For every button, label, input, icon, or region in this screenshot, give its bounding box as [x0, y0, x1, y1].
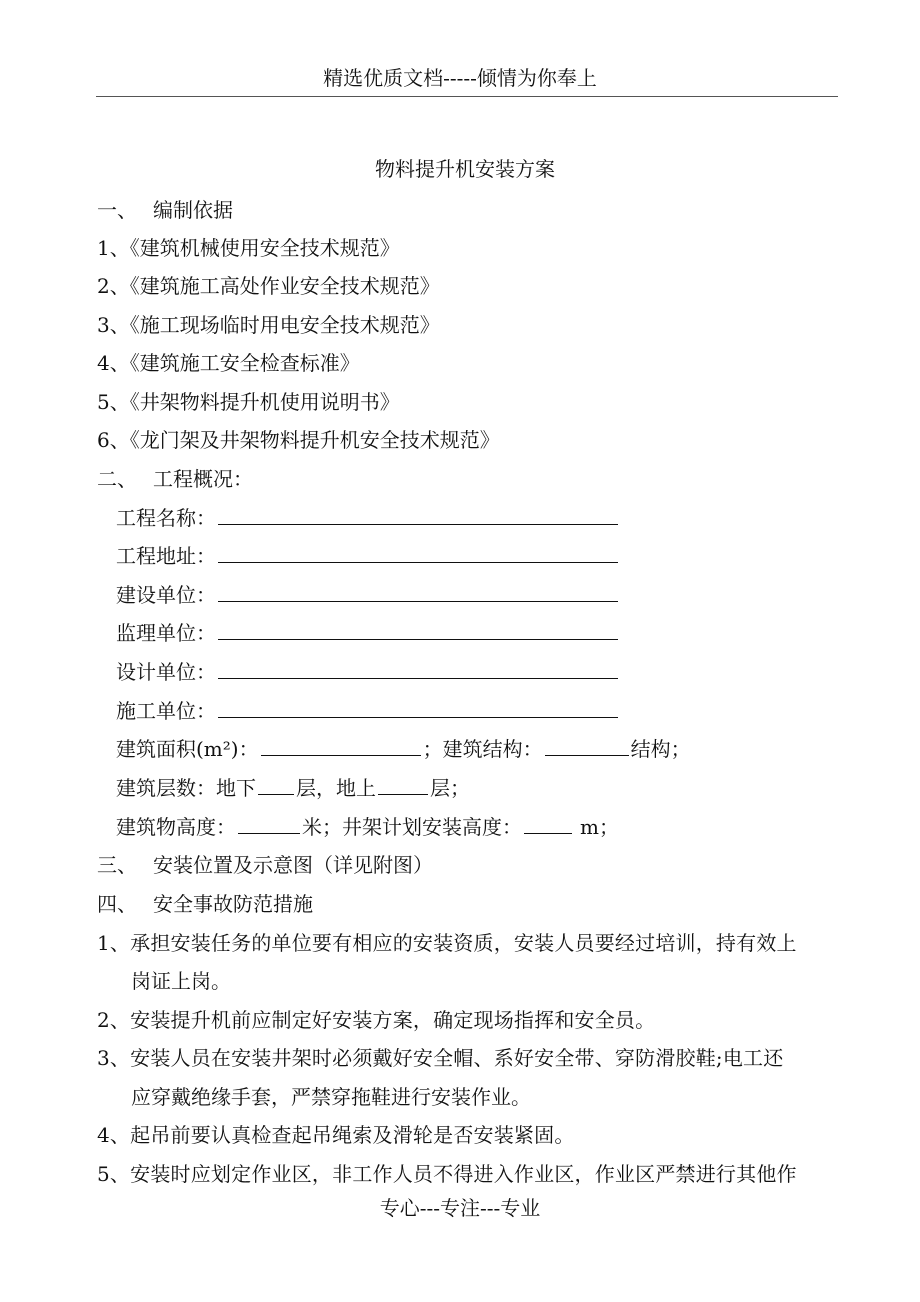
section-title: 安全事故防范措施 — [153, 892, 313, 916]
field-label: 建设单位： — [116, 583, 216, 607]
project-address-row — [116, 542, 620, 570]
floors-suffix: 层； — [430, 776, 470, 800]
document-title: 物料提升机安装方案 — [375, 157, 555, 181]
building-floors-row — [116, 774, 470, 802]
measure-item-line: 4、起吊前要认真检查起吊绳索及滑轮是否安装紧固。 — [97, 1123, 575, 1147]
project-name-blank[interactable] — [218, 504, 618, 525]
measure-item-continuation: 岗证上岗。 — [131, 969, 231, 993]
section-1-heading — [97, 196, 233, 224]
field-label: 设计单位： — [116, 660, 216, 684]
floors-label: 建筑层数：地下 — [116, 776, 256, 800]
section-title: 安装位置及示意图（详见附图） — [153, 853, 433, 877]
hoist-height-blank[interactable] — [524, 813, 572, 834]
construction-unit-row — [116, 581, 620, 609]
floors-mid: 层，地上 — [296, 776, 376, 800]
page-footer: 专心---专注---专业 — [379, 1196, 541, 1220]
area-blank[interactable] — [261, 735, 421, 756]
structure-blank[interactable] — [545, 735, 629, 756]
reference-item: 1、《建筑机械使用安全技术规范》 — [97, 236, 400, 260]
section-number: 一、 — [97, 198, 137, 222]
section-number: 三、 — [97, 853, 137, 877]
measure-item-line: 2、安装提升机前应制定好安装方案，确定现场指挥和安全员。 — [97, 1008, 656, 1032]
header-divider — [96, 96, 838, 97]
field-label: 施工单位： — [116, 699, 216, 723]
contractor-unit-row — [116, 697, 620, 725]
structure-suffix: 结构； — [630, 737, 691, 761]
measure-item-line: 3、安装人员在安装井架时必须戴好安全帽、系好安全带、穿防滑胶鞋;电工还 — [97, 1046, 784, 1070]
project-address-blank[interactable] — [218, 542, 618, 563]
height-mid: 米；井架计划安装高度： — [302, 815, 522, 839]
measure-item-line: 5、安装时应划定作业区，非工作人员不得进入作业区，作业区严禁进行其他作 — [97, 1162, 797, 1186]
building-height-blank[interactable] — [238, 813, 300, 834]
reference-item: 4、《建筑施工安全检查标准》 — [97, 351, 360, 375]
measure-item-continuation: 应穿戴绝缘手套，严禁穿拖鞋进行安装作业。 — [131, 1085, 531, 1109]
field-label: 工程名称： — [116, 506, 216, 530]
page-header: 精选优质文档-----倾情为你奉上 — [323, 66, 597, 90]
contractor-unit-blank[interactable] — [218, 697, 618, 718]
underground-floors-blank[interactable] — [258, 774, 294, 795]
section-title: 编制依据 — [153, 198, 233, 222]
section-number: 四、 — [97, 892, 137, 916]
reference-item: 6、《龙门架及井架物料提升机安全技术规范》 — [97, 428, 500, 452]
section-3-heading — [97, 851, 433, 879]
building-area-row — [116, 735, 691, 763]
design-unit-row — [116, 658, 620, 686]
height-label: 建筑物高度： — [116, 815, 236, 839]
reference-item: 5、《井架物料提升机使用说明书》 — [97, 390, 400, 414]
height-suffix: m； — [580, 815, 619, 839]
field-label: 工程地址： — [116, 544, 216, 568]
structure-label: ；建筑结构： — [422, 737, 543, 761]
field-label: 监理单位： — [116, 621, 216, 645]
reference-item: 2、《建筑施工高处作业安全技术规范》 — [97, 274, 440, 298]
area-label: 建筑面积(m²)： — [116, 737, 259, 761]
project-name-row — [116, 504, 620, 532]
section-2-heading — [97, 465, 253, 493]
aboveground-floors-blank[interactable] — [378, 774, 428, 795]
supervision-unit-blank[interactable] — [218, 619, 618, 640]
section-title: 工程概况： — [153, 467, 253, 491]
building-height-row — [116, 813, 619, 841]
supervision-unit-row — [116, 619, 620, 647]
design-unit-blank[interactable] — [218, 658, 618, 679]
construction-unit-blank[interactable] — [218, 581, 618, 602]
measure-item-line: 1、承担安装任务的单位要有相应的安装资质，安装人员要经过培训，持有效上 — [97, 931, 797, 955]
section-4-heading — [97, 890, 313, 918]
reference-item: 3、《施工现场临时用电安全技术规范》 — [97, 313, 440, 337]
section-number: 二、 — [97, 467, 137, 491]
